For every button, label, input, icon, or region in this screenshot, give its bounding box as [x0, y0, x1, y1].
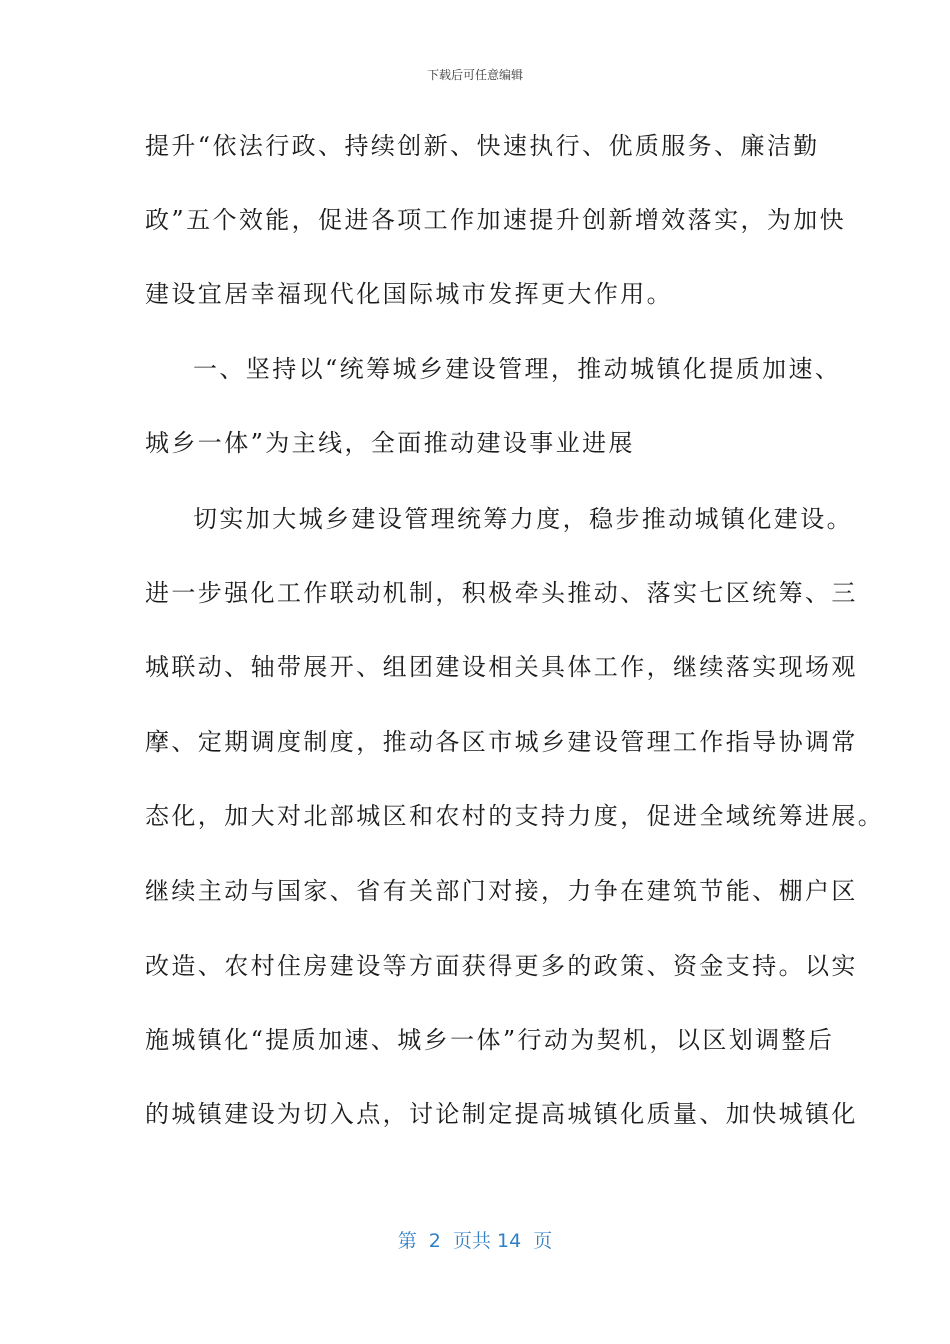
section-heading-line: 一、坚持以“统筹城乡建设管理，推动城镇化提质加速、 [193, 355, 842, 383]
body-line: 改造、农村住房建设等方面获得更多的政策、资金支持。以实 [145, 952, 858, 980]
header-note: 下载后可任意编辑 [426, 68, 523, 82]
body-line: 城联动、轴带展开、组团建设相关具体工作，继续落实现场观 [145, 653, 858, 681]
body-line: 摩、定期调度制度，推动各区市城乡建设管理工作指导协调常 [145, 728, 858, 756]
body-line: 继续主动与国家、省有关部门对接，力争在建筑节能、棚户区 [145, 877, 858, 905]
section-heading-line: 城乡一体”为主线，全面推动建设事业进展 [145, 429, 635, 457]
body-line: 施城镇化“提质加速、城乡一体”行动为契机，以区划调整后 [145, 1026, 835, 1054]
body-line: 的城镇建设为切入点，讨论制定提高城镇化质量、加快城镇化 [145, 1100, 858, 1128]
body-line: 态化，加大对北部城区和农村的支持力度，促进全域统筹进展。 [145, 802, 885, 830]
body-line: 政”五个效能，促进各项工作加速提升创新增效落实，为加快 [145, 206, 847, 234]
page-number-footer: 第 2 页共 14 页 [397, 1230, 553, 1252]
body-line: 建设宜居幸福现代化国际城市发挥更大作用。 [145, 280, 673, 308]
body-line: 进一步强化工作联动机制，积极牵头推动、落实七区统筹、三 [145, 579, 858, 607]
body-line: 提升“依法行政、持续创新、快速执行、优质服务、廉洁勤 [145, 132, 820, 160]
body-line: 切实加大城乡建设管理统筹力度，稳步推动城镇化建设。 [193, 505, 853, 533]
